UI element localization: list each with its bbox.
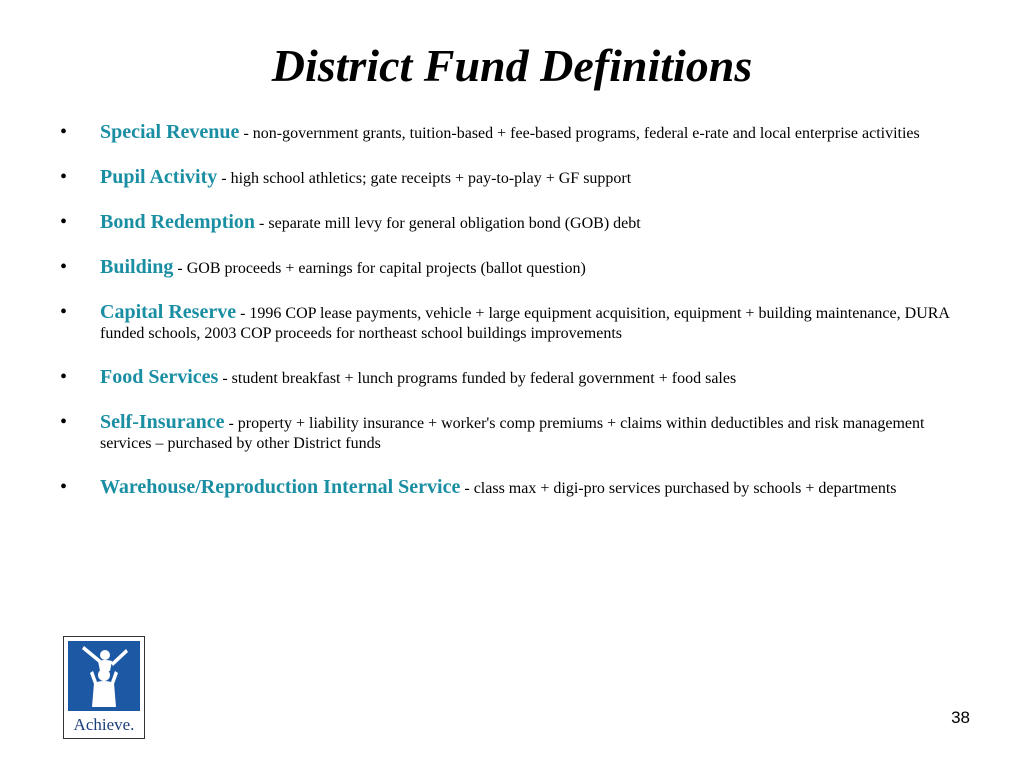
bullet-icon: • xyxy=(60,411,68,433)
fund-term: Capital Reserve xyxy=(100,301,237,323)
fund-description: - non-government grants, tuition-based + fee-based programs, federal e-rate and local enterprise activities xyxy=(239,125,920,142)
fund-term: Special Revenue xyxy=(100,121,240,143)
fund-term: Food Services xyxy=(100,366,219,388)
list-item xyxy=(60,412,965,454)
fund-description: - property + liability insurance + worker's comp premiums + claims within deductibles and risk management services – purchased by other District funds xyxy=(100,415,925,452)
adult-carrying-child-icon xyxy=(68,641,140,711)
fund-description: - GOB proceeds + earnings for capital projects (ballot question) xyxy=(173,260,586,277)
list-item xyxy=(60,477,965,499)
fund-term: Warehouse/Reproduction Internal Service xyxy=(100,476,461,498)
list-item xyxy=(60,257,965,279)
fund-description: - high school athletics; gate receipts + pay-to-play + GF support xyxy=(217,170,632,187)
list-item xyxy=(60,212,965,234)
bullet-icon: • xyxy=(60,211,68,233)
page-number: 38 xyxy=(951,708,970,727)
fund-description: - 1996 COP lease payments, vehicle + large equipment acquisition, equipment + building maintenance, DURA funded schools, 2003 COP proceeds for northeast school buildings improvements xyxy=(100,305,950,342)
bullet-icon: • xyxy=(60,301,68,323)
fund-term: Pupil Activity xyxy=(100,166,218,188)
logo-text: Achieve. xyxy=(73,715,135,734)
fund-description: - class max + digi-pro services purchased by schools + departments xyxy=(460,480,897,497)
fund-definitions-list xyxy=(60,122,965,522)
fund-term: Building xyxy=(100,256,174,278)
list-item xyxy=(60,367,965,389)
bullet-icon: • xyxy=(60,476,68,498)
bullet-icon: • xyxy=(60,166,68,188)
list-item xyxy=(60,122,965,144)
bullet-icon: • xyxy=(60,121,68,143)
list-item xyxy=(60,302,965,344)
slide-title: District Fund Definitions xyxy=(271,40,753,91)
fund-term: Self-Insurance xyxy=(100,411,225,433)
bullet-icon: • xyxy=(60,366,68,388)
fund-description: - student breakfast + lunch programs funded by federal government + food sales xyxy=(218,370,737,387)
fund-description: - separate mill levy for general obligation bond (GOB) debt xyxy=(255,215,641,232)
list-item xyxy=(60,167,965,189)
fund-term: Bond Redemption xyxy=(100,211,256,233)
bullet-icon: • xyxy=(60,256,68,278)
achieve-logo xyxy=(63,636,145,739)
